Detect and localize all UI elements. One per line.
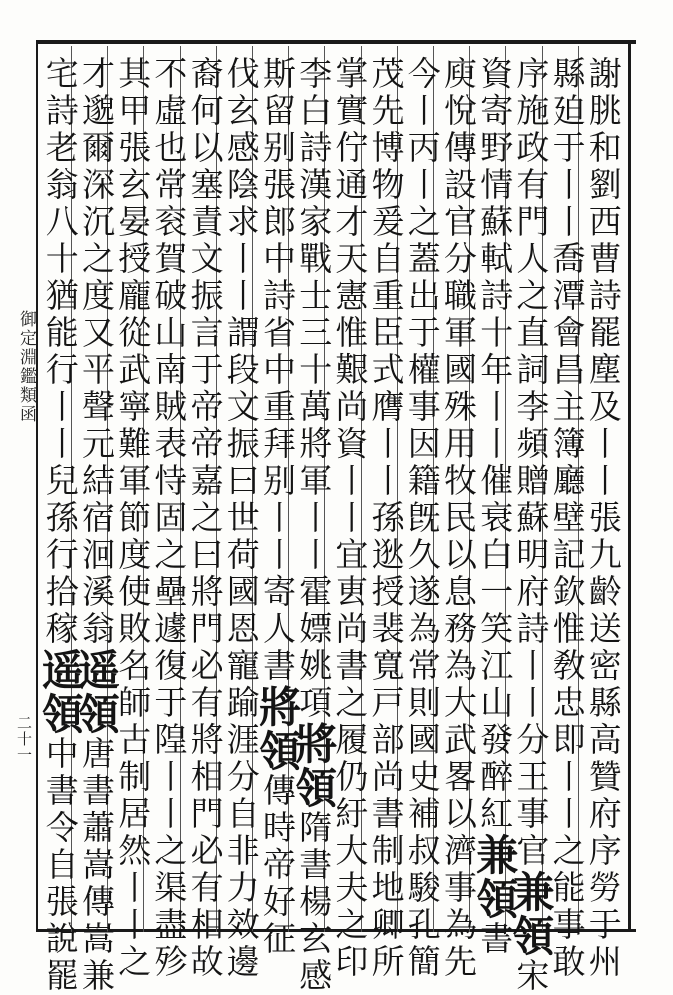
entry-heading: 將領 [289,722,339,810]
column-text: 裔何以塞責文振言于帝帝嘉之曰將門必有將相門必有相故 [185,56,225,981]
column-text: 不虛也常衮賀破山南賊表恃固之壘遽復于隍丨丨之渠盡殄 [149,56,189,981]
column-text: 其甲張玄晏授龐從武寧難軍節度使敗名師古制居然丨丨之 [113,56,153,981]
column-text: 掌實佇通才天憲惟艱尚資丨丨宜叀尚書之履仍紆大夫之印 [330,56,370,981]
margin-book-title: 御定淵鑑類函 [16,310,36,424]
right-border [628,40,631,932]
column-text: 唐書蕭嵩傳嵩兼 [77,736,116,995]
entry-heading: 兼領 [506,870,556,958]
margin-page-number: 二十一 [15,715,33,763]
entry-heading: 遥領 [72,648,121,736]
column-text: 斯留别張郎中詩省中重拜别丨丨寄人書 [258,56,297,685]
entry-heading: 兼領 [470,833,520,921]
column-text: 伐玄感陰求丨丨謂段文振曰世荷國恩寵踰涯分自非力效邊 [221,56,261,981]
column-text: 中書令自張說罷 [40,736,80,995]
column-text: 茂先博物爰自重臣式膺丨丨孫逖授裴寬戸部尚書制地卿所 [366,56,406,981]
column-text: 今丨丙丨之蓋出于權事因籍旣久遂為常則國史補叔駿孔簡 [402,56,442,981]
column-text: 傳時帝好征 [258,773,297,958]
column-text: 才邈爾深沉之度又平聲元結宿洄溪翁 [77,56,116,648]
column-text: 宅詩老翁八十猶能行丨丨兒孫行拾稼 [40,56,80,648]
column-text: 資寄野情蘇軾詩十年丨丨催衰白一笑江山發醉紅 [475,56,515,833]
top-border [36,40,636,44]
entry-heading: 遥領 [35,648,85,736]
column-text: 書 [475,921,515,958]
column-text: 縣廹于丨丨喬潭會昌主簿廳壁記欽惟敎忠即丨丨之能事敢 [547,56,587,981]
column-text: 序施政有門人之直詞李頻贈蘇明府詩丨丨分王事官 [511,56,551,870]
column-text: 宋 [511,958,551,995]
entry-heading: 將領 [253,685,302,773]
column-text: 謝朓和劉西曹詩罷塵及丨丨張九齡送密縣高贊府序勞于州 [583,56,623,981]
column-text: 庾悅傳設官分職軍國殊用牧民以息務為大武畧以濟事為先 [439,56,478,981]
text-column [37,56,83,995]
column-text: 李白詩漢家戰士三十萬將軍丨丨霍嫖姚項 [294,56,334,722]
column-text: 隋書楊玄感 [294,810,334,995]
